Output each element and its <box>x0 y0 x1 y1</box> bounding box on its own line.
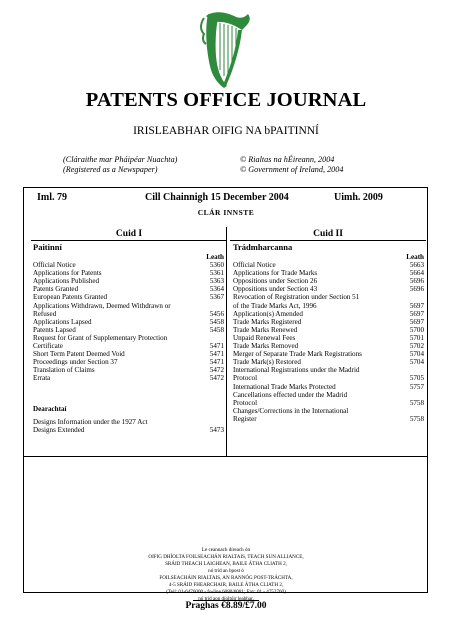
publisher-line: Le ceannach díreach ón <box>201 547 251 553</box>
toc-entry-page <box>198 418 224 427</box>
toc-entry-title: Trade Marks Registered <box>233 317 302 326</box>
toc-entry <box>33 293 224 301</box>
toc-entry <box>33 350 224 358</box>
journal-title: PATENTS OFFICE JOURNAL <box>85 89 367 111</box>
part1-rule <box>31 240 227 241</box>
toc-entry-title: Trade Marks Removed <box>233 342 299 351</box>
toc-entry-page: 5758 <box>409 414 424 423</box>
toc-entry-title: Certificate <box>33 342 63 351</box>
toc-entry-page: 5472 <box>209 366 224 375</box>
toc-entry-page: 5700 <box>409 325 424 334</box>
publisher-info <box>0 547 452 603</box>
toc-entry <box>233 374 424 382</box>
toc-entry-page: 5757 <box>409 382 424 391</box>
toc-entry <box>33 366 224 374</box>
toc-entry-page: 5367 <box>209 293 224 302</box>
toc-entry-title: Trade Marks Renewed <box>233 325 298 334</box>
toc-entry-title: Applications Published <box>33 277 100 286</box>
toc-entry <box>233 285 424 293</box>
toc-entry <box>233 366 424 374</box>
contents-heading: CLÁR INNSTE <box>197 208 255 217</box>
toc-entry <box>33 326 224 334</box>
toc-entry <box>33 261 224 269</box>
toc-entry-title: International Trade Marks Protected <box>233 382 336 391</box>
part1-section: Paitinní <box>33 242 62 252</box>
toc-entry-page: 5701 <box>409 333 424 342</box>
toc-entry <box>33 277 224 285</box>
toc-entry-title: Oppositions under Section 43 <box>233 285 318 294</box>
designs-section: Dearachtaí <box>33 405 67 413</box>
issue-number: Uimh. 2009 <box>334 192 383 203</box>
toc-entry-title: Protocol <box>233 374 258 383</box>
toc-entry <box>33 374 224 382</box>
designs-toc <box>33 405 224 435</box>
toc-entry <box>33 426 224 435</box>
toc-entry <box>233 358 424 366</box>
toc-entry-title: Patents Granted <box>33 285 79 294</box>
issue-place-date: Cill Chainnigh 15 December 2004 <box>145 192 289 203</box>
toc-entry <box>233 293 424 301</box>
toc-entry-page: 5472 <box>209 374 224 383</box>
toc-entry-page: 5697 <box>409 309 424 318</box>
toc-entry-title: Translation of Claims <box>33 366 95 375</box>
toc-entry <box>233 399 424 407</box>
toc-entry-page: 5471 <box>209 350 224 359</box>
toc-entry-page: 5704 <box>409 358 424 367</box>
publisher-line: nó tríd an bpost ó <box>208 568 244 574</box>
publisher-line: (Teil: 01-6476000 - fo-líne 6080/6081; Fax: 01 - 4752760) <box>166 589 286 595</box>
copyright-english: © Government of Ireland, 2004 <box>240 165 344 174</box>
toc-entry <box>33 310 224 318</box>
part1-title: Cuid I <box>115 229 143 239</box>
part2-rule <box>230 240 426 241</box>
toc-entry-title: Errata <box>33 374 51 383</box>
part2-toc <box>233 253 424 423</box>
registration-irish: (Cláraithe mar Pháipéar Nuachta) <box>63 155 178 164</box>
toc-entry-page: 5702 <box>409 342 424 351</box>
toc-entry-page: 5696 <box>409 285 424 294</box>
toc-entry-page: 5705 <box>409 374 424 383</box>
part2-title: Cuid II <box>313 229 343 239</box>
toc-entry-title: Unpaid Renewal Fees <box>233 333 296 342</box>
toc-entry-title: Applications for Trade Marks <box>233 269 318 278</box>
journal-subtitle: IRISLEABHAR OIFIG NA bPAITINNÍ <box>133 125 319 137</box>
toc-entry-page: 5471 <box>209 342 224 351</box>
toc-entry-title: Official Notice <box>233 261 276 270</box>
toc-entry-title: Official Notice <box>33 261 76 270</box>
toc-entry-page: 5471 <box>209 358 224 367</box>
issue-volume: Iml. 79 <box>37 192 67 203</box>
toc-entry-title: Revocation of Registration under Section 51 <box>233 293 360 302</box>
column-divider <box>226 227 227 456</box>
toc-entry-title: Refused <box>33 309 57 318</box>
toc-entry-page: 5363 <box>209 277 224 286</box>
toc-entry-page: 5364 <box>209 285 224 294</box>
toc-entry-title: Patents Lapsed <box>33 325 76 334</box>
toc-entry-title: Application(s) Amended <box>233 309 303 318</box>
toc-entry <box>233 302 424 310</box>
toc-entry-title: of the Trade Marks Act, 1996 <box>233 301 317 310</box>
toc-entry-page <box>198 302 224 310</box>
toc-entry-page: 5697 <box>409 301 424 310</box>
toc-entry-page <box>198 334 224 342</box>
toc-entry <box>233 269 424 277</box>
toc-entry-title: Trade Mark(s) Restored <box>233 358 301 367</box>
toc-entry <box>33 418 224 427</box>
toc-entry <box>233 350 424 358</box>
harp-emblem-icon <box>196 8 256 90</box>
toc-entry <box>233 318 424 326</box>
toc-entry-page: 5758 <box>409 398 424 407</box>
toc-entry-title: European Patents Granted <box>33 293 108 302</box>
toc-entry <box>33 358 224 366</box>
toc-entry <box>233 310 424 318</box>
toc-entry-title: Register <box>233 414 257 423</box>
toc-entry <box>33 318 224 326</box>
toc-entry-page: 5696 <box>409 277 424 286</box>
toc-entry <box>233 334 424 342</box>
publisher-line: nó tríd aon díoltóir leabhar. <box>198 596 254 602</box>
toc-entry <box>233 415 424 423</box>
price: Praghas €8.89/£7.00 <box>185 601 267 611</box>
part2-section: Trádmharcanna <box>233 242 293 252</box>
toc-entry-title: Proceedings under Section 37 <box>33 358 118 367</box>
toc-entry <box>233 261 424 269</box>
toc-entry-title: Merger of Separate Trade Mark Registrations <box>233 350 362 359</box>
toc-entry <box>33 285 224 293</box>
toc-entry-title: Oppositions under Section 26 <box>233 277 318 286</box>
toc-entry-title: International Registrations under the Madrid <box>233 366 360 375</box>
toc-entry-page: 5663 <box>409 261 424 270</box>
part1-toc <box>33 253 224 383</box>
toc-entry <box>233 326 424 334</box>
toc-entry-title: Applications for Patents <box>33 269 102 278</box>
toc-entry <box>33 302 224 310</box>
toc-entry-page: 5697 <box>409 317 424 326</box>
toc-entry-page: 5456 <box>209 309 224 318</box>
toc-entry <box>233 391 424 399</box>
publisher-line: 4-5 SRÁID FHEARCHAIR, BAILE ÁTHA CLIATH 2, <box>168 582 284 588</box>
toc-entry-page: 5704 <box>409 350 424 359</box>
toc-entry-page <box>398 293 424 301</box>
page-column-header: Leath <box>406 253 424 261</box>
toc-entry-page: 5458 <box>209 317 224 326</box>
toc-entry <box>233 407 424 415</box>
registration-english: (Registered as a Newspaper) <box>63 165 158 174</box>
toc-entry-title: Protocol <box>233 398 258 407</box>
toc-entry-page: 5361 <box>209 269 224 278</box>
toc-entry-page: 5473 <box>209 426 224 435</box>
toc-entry <box>233 383 424 391</box>
publisher-line: SRÁID THEACH LAIGHEAN, BAILE ÁTHA CLIATH 2, <box>165 561 287 567</box>
toc-entry-page: 5458 <box>209 325 224 334</box>
toc-entry-title: Request for Grant of Supplementary Protection <box>33 333 168 342</box>
toc-entry <box>233 342 424 350</box>
toc-entry <box>33 269 224 277</box>
copyright-irish: © Rialtas na hÉireann, 2004 <box>240 155 335 164</box>
toc-entry-page: 5664 <box>409 269 424 278</box>
toc-entry-page <box>398 391 424 399</box>
toc-entry-title: Cancellations effected under the Madrid <box>233 390 348 399</box>
toc-entry-page: 5360 <box>209 261 224 270</box>
toc-entry-title: Applications Lapsed <box>33 317 92 326</box>
toc-entry-page <box>398 407 424 415</box>
toc-entry-title: Designs Extended <box>33 426 85 435</box>
toc-entry-title: Changes/Corrections in the International <box>233 406 349 415</box>
toc-entry <box>233 277 424 285</box>
toc-entry-page <box>398 366 424 374</box>
toc-entry <box>33 334 224 342</box>
toc-entry-title: Applications Withdrawn, Deemed Withdrawn or <box>33 301 171 310</box>
toc-entry-title: Designs Information under the 1927 Act <box>33 417 148 426</box>
publisher-line: FOILSEACHÁIN RIALTAIS, AN RANNÓG POST-TRÁCHTA, <box>159 575 293 581</box>
contents-bottom-rule <box>23 456 428 457</box>
publisher-line: OIFIG DHÍOLTA FOILSEACHÁN RIALTAIS, TEACH SUN ALLIANCE, <box>148 554 304 560</box>
toc-entry-title: Short Term Patent Deemed Void <box>33 350 125 359</box>
page-column-header: Leath <box>206 253 224 261</box>
toc-entry <box>33 342 224 350</box>
